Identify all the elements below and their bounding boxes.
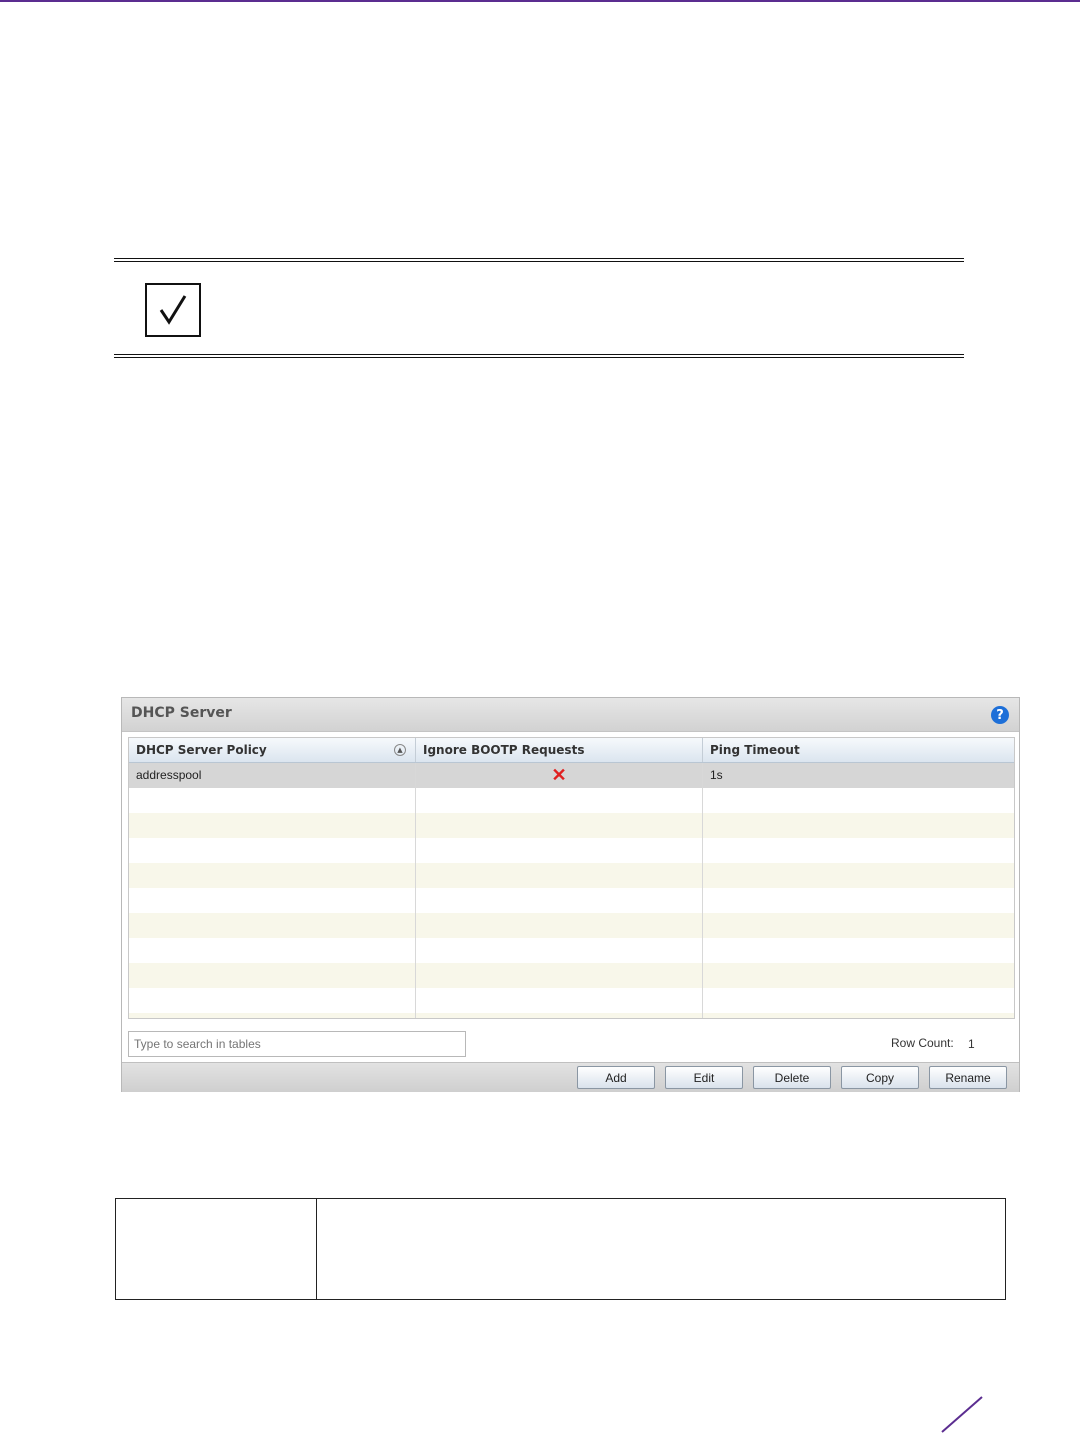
- empty-row: [129, 988, 1014, 1013]
- empty-row: [129, 1013, 1014, 1019]
- row-count-value: 1: [968, 1037, 975, 1051]
- column-header-policy[interactable]: DHCP Server Policy ▲: [129, 738, 416, 762]
- sort-icon[interactable]: ▲: [394, 744, 406, 756]
- copy-button[interactable]: Copy: [841, 1066, 919, 1089]
- empty-row: [129, 788, 1014, 813]
- table-body: [129, 763, 1014, 1019]
- cell-policy: addresspool: [129, 763, 416, 788]
- cell-ignore-bootp: [416, 763, 703, 788]
- row-count-label: Row Count:: [891, 1036, 954, 1050]
- empty-row: [129, 863, 1014, 888]
- corner-slash-mark: [938, 1394, 984, 1434]
- column-header-ping-timeout[interactable]: Ping Timeout: [710, 743, 800, 757]
- empty-row: [129, 888, 1014, 913]
- button-bar: [122, 1062, 1019, 1092]
- empty-row: [129, 838, 1014, 863]
- parameter-table: [115, 1198, 1006, 1300]
- header-rule: [0, 0, 1080, 2]
- empty-row: [129, 813, 1014, 838]
- delete-button[interactable]: Delete: [753, 1066, 831, 1089]
- question-circle-icon[interactable]: ?: [991, 706, 1009, 724]
- table-header: [129, 738, 1014, 763]
- rename-button[interactable]: Rename: [929, 1066, 1007, 1089]
- table-row[interactable]: [129, 763, 1014, 788]
- policy-table: [128, 737, 1015, 1019]
- note-bottom-rule: [114, 354, 964, 358]
- empty-row: [129, 938, 1014, 963]
- panel-header: [122, 698, 1019, 732]
- empty-row: [129, 963, 1014, 988]
- dhcp-server-panel: [121, 697, 1020, 1092]
- panel-title: DHCP Server: [131, 705, 232, 721]
- add-button[interactable]: Add: [577, 1066, 655, 1089]
- note-top-rule: [114, 258, 964, 262]
- cell-ping-timeout: 1s: [710, 768, 723, 782]
- empty-row: [129, 913, 1014, 938]
- table-divider: [316, 1199, 317, 1299]
- search-input[interactable]: [128, 1031, 466, 1057]
- column-header-ignore-bootp[interactable]: Ignore BOOTP Requests: [416, 738, 703, 762]
- x-mark-icon: ✕: [551, 765, 567, 785]
- edit-button[interactable]: Edit: [665, 1066, 743, 1089]
- checkmark-icon: [145, 283, 201, 337]
